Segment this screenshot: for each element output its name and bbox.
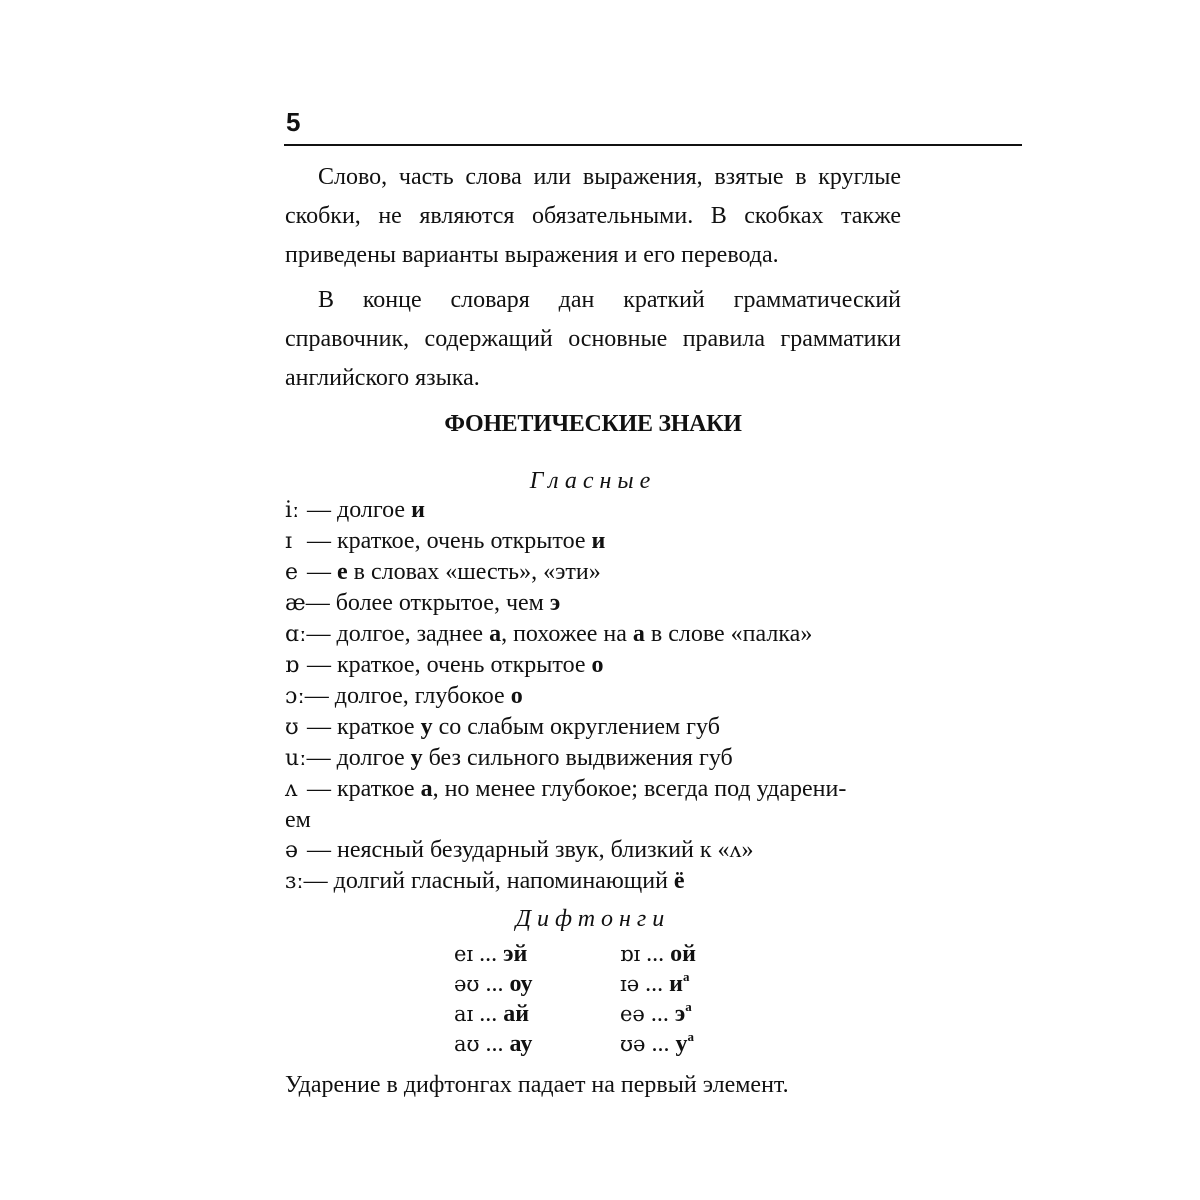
description-text: краткое <box>337 714 421 740</box>
description-text: неясный безударный звук, близкий к «ʌ» <box>337 837 754 863</box>
diphthong-row <box>454 939 786 969</box>
phonetic-symbol: e <box>285 560 299 585</box>
dash-separator: — <box>301 714 337 740</box>
header-rule <box>284 144 1022 146</box>
diphthong-cell <box>454 939 620 969</box>
bold-letter: э <box>549 590 561 616</box>
russian-equivalent: оу <box>509 971 533 997</box>
ellipsis: ... <box>473 1001 504 1027</box>
diphthong-symbol: ʊə <box>620 1032 646 1056</box>
description-text: краткое, очень открытое <box>337 652 592 678</box>
diphthong-cell <box>620 939 786 969</box>
phonetic-symbol: ɜː <box>285 869 304 894</box>
bold-letter: и <box>411 497 425 523</box>
diphthong-row <box>454 999 786 1029</box>
phonetic-symbol: uː <box>285 746 307 771</box>
description-text: долгое, глубокое <box>334 683 511 709</box>
description-text: долгое <box>336 745 411 771</box>
dash-separator: — <box>305 590 336 616</box>
phonetic-symbol: ɪ <box>285 529 293 554</box>
diphthong-symbol: ɒɪ <box>620 942 641 966</box>
ellipsis: ... <box>479 971 510 997</box>
russian-equivalent: ой <box>670 941 696 967</box>
vowel-row <box>285 619 901 650</box>
vowel-row <box>285 650 901 681</box>
description-text: в слове «палка» <box>644 621 813 647</box>
bold-letter: а <box>632 621 645 647</box>
intro-paragraph-1: Слово, часть слова или выражения, взятые в круглые скобки, не являются обязательными. В скобках также приведены варианты выражения и его перевода. <box>285 164 901 268</box>
vowel-list <box>285 495 901 897</box>
bold-letter: у <box>420 714 433 740</box>
description-text: краткое <box>337 776 421 802</box>
diphthongs-heading: Дифтонги <box>515 906 671 932</box>
diphthongs-table <box>454 939 786 1059</box>
ellipsis: ... <box>473 941 504 967</box>
diphthong-symbol: ɪə <box>620 972 640 996</box>
russian-equivalent: у <box>675 1031 688 1057</box>
dash-separator: — <box>301 497 337 523</box>
russian-equivalent: э <box>674 1001 686 1027</box>
vowel-row <box>285 557 901 588</box>
diphthong-row <box>454 969 786 999</box>
russian-equivalent: ау <box>509 1031 533 1057</box>
description-text: со слабым округлением губ <box>432 714 720 740</box>
dash-separator: — <box>306 745 337 771</box>
dash-separator: — <box>301 776 337 802</box>
diphthong-symbol: eɪ <box>454 942 474 966</box>
diphthong-symbol: eə <box>620 1002 645 1026</box>
description-text: долгое, заднее <box>336 621 490 647</box>
section-title: ФОНЕТИЧЕСКИЕ ЗНАКИ <box>444 411 742 437</box>
vowel-row <box>285 743 901 774</box>
vowel-row <box>285 774 901 805</box>
dash-separator: — <box>303 868 334 894</box>
vowel-row <box>285 526 901 557</box>
dash-separator: — <box>304 683 335 709</box>
diphthong-symbol: aʊ <box>454 1032 480 1056</box>
description-text: в словах «шесть», «эти» <box>347 559 601 585</box>
diphthong-cell <box>620 999 786 1029</box>
vowel-row <box>285 681 901 712</box>
bold-letter: у <box>410 745 423 771</box>
superscript-letter: а <box>682 969 690 984</box>
diphthong-cell <box>620 1029 786 1059</box>
russian-equivalent: ай <box>503 1001 530 1027</box>
phonetic-symbol: iː <box>285 498 300 523</box>
diphthong-cell <box>454 1029 620 1059</box>
description-text: , похожее на <box>501 621 633 647</box>
phonetic-symbol: ɒ <box>285 653 300 678</box>
page-number: 5 <box>286 107 301 137</box>
ellipsis: ... <box>639 971 670 997</box>
russian-equivalent: эй <box>503 941 528 967</box>
vowel-row <box>285 712 901 743</box>
phonetic-symbol: ə <box>285 838 299 863</box>
vowels-heading: Гласные <box>529 468 657 494</box>
bold-letter: ё <box>673 868 685 894</box>
phonetic-symbol: ʊ <box>285 715 299 740</box>
vowel-row <box>285 835 901 866</box>
dash-separator: — <box>301 559 337 585</box>
ellipsis: ... <box>640 941 671 967</box>
description-text: без сильного выдвижения губ <box>422 745 733 771</box>
vowel-row <box>285 495 901 526</box>
description-text: , но менее глубокое; всегда под ударени- <box>432 776 847 802</box>
phonetic-symbol: ɔː <box>285 684 305 709</box>
description-text: краткое, очень открытое <box>337 528 592 554</box>
description-text: долгое <box>337 497 412 523</box>
bold-letter: а <box>420 776 433 802</box>
phonetic-symbol: ɑː <box>285 622 307 647</box>
bold-letter: и <box>591 528 606 554</box>
phonetic-symbol: æ <box>285 591 306 616</box>
dash-separator: — <box>301 652 337 678</box>
vowel-row <box>285 866 901 897</box>
bold-letter: е <box>337 559 348 585</box>
diphthong-cell <box>620 969 786 999</box>
diphthong-cell <box>454 999 620 1029</box>
ellipsis: ... <box>645 1031 676 1057</box>
diphthong-stress-note: Ударение в дифтонгах падает на первый элемент. <box>285 1072 789 1098</box>
vowel-row-continuation: ем <box>285 807 311 833</box>
diphthong-row <box>454 1029 786 1059</box>
dash-separator: — <box>306 621 337 647</box>
superscript-letter: а <box>687 1029 694 1044</box>
intro-text <box>285 158 901 398</box>
superscript-letter: а <box>685 999 692 1014</box>
description-text: долгий гласный, напоминающий <box>333 868 674 894</box>
diphthong-symbol: əʊ <box>454 972 480 996</box>
diphthong-cell <box>454 969 620 999</box>
dash-separator: — <box>301 837 337 863</box>
bold-letter: о <box>591 652 604 678</box>
vowel-row <box>285 588 901 619</box>
dash-separator: — <box>301 528 337 554</box>
bold-letter: о <box>510 683 523 709</box>
bold-letter: а <box>489 621 502 647</box>
diphthong-symbol: aɪ <box>454 1002 474 1026</box>
russian-equivalent: и <box>669 971 683 997</box>
intro-paragraph-2: В конце словаря дан краткий грамматический справочник, содержащий основные правила грамматики английского языка. <box>285 287 901 391</box>
phonetic-symbol: ʌ <box>285 777 298 802</box>
ellipsis: ... <box>479 1031 510 1057</box>
description-text: более открытое, чем <box>335 590 550 616</box>
ellipsis: ... <box>644 1001 675 1027</box>
